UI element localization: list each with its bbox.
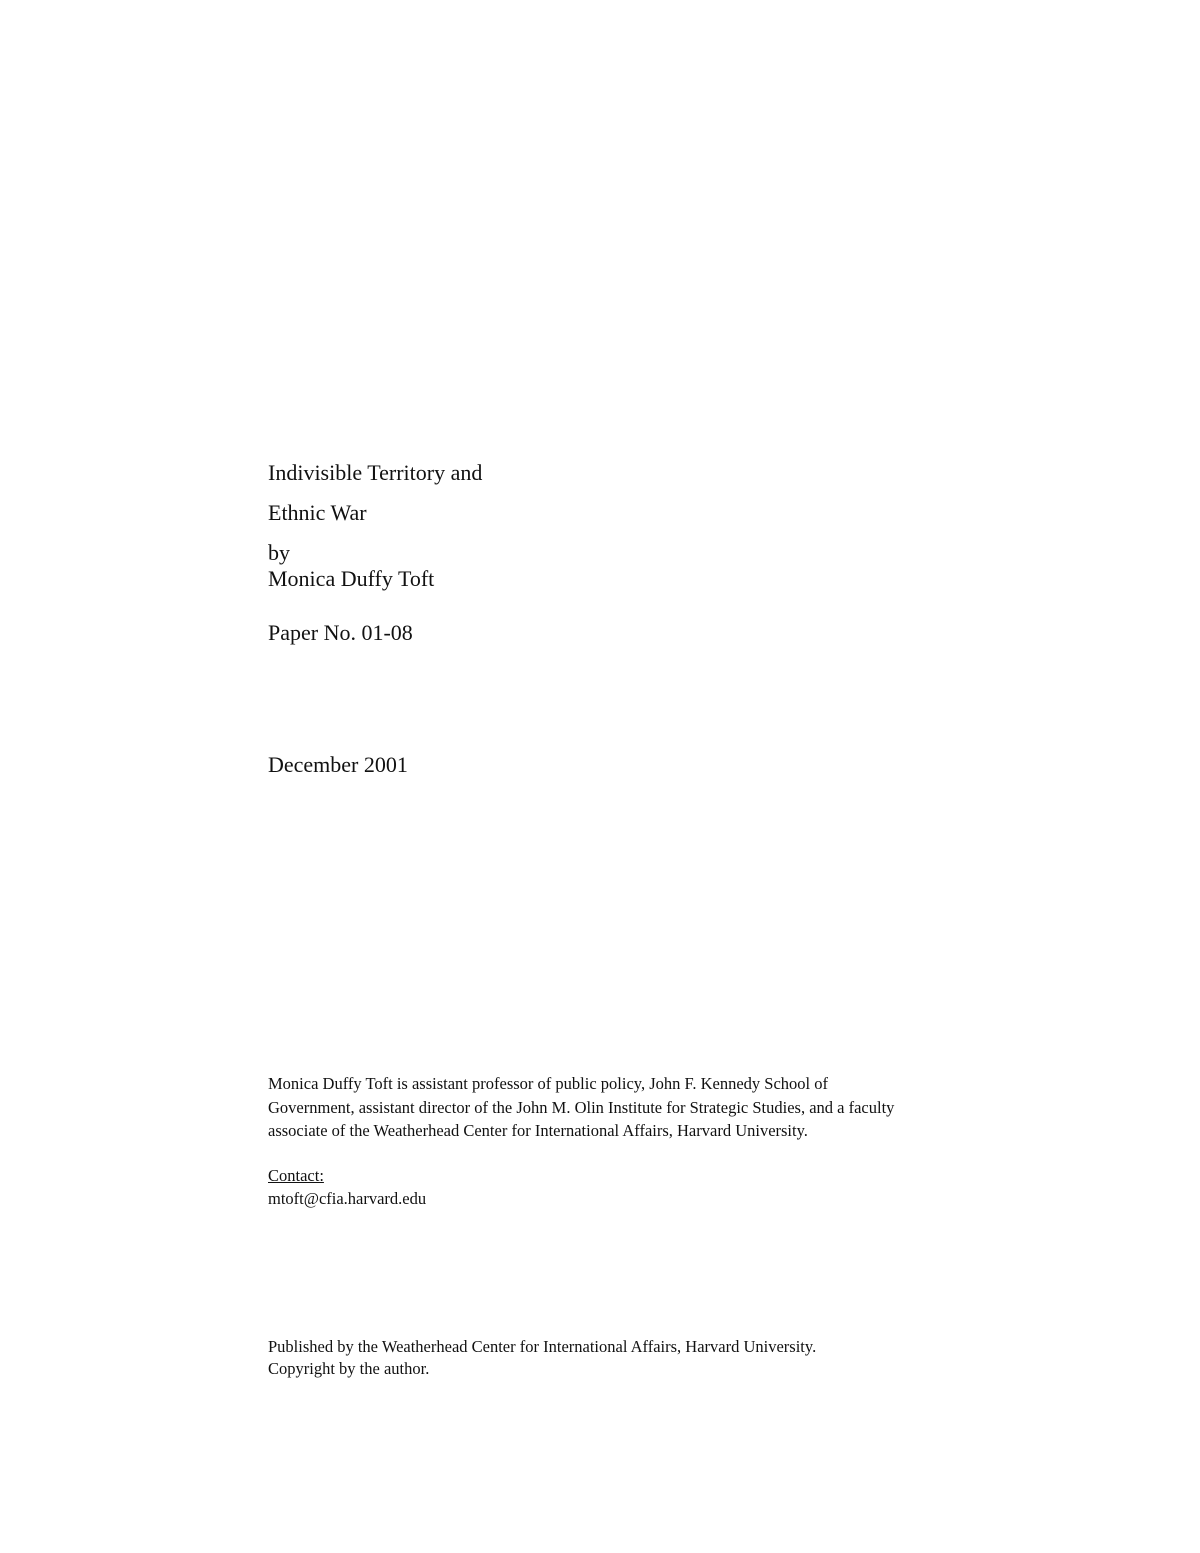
title-line-1: Indivisible Territory and (268, 460, 483, 485)
title-line-2: Ethnic War (268, 500, 367, 525)
publisher-line: Published by the Weatherhead Center for International Affairs, Harvard University. (268, 1337, 817, 1356)
author-bio-line-2: Government, assistant director of the John M. Olin Institute for Strategic Studies, and a faculty (268, 1097, 895, 1117)
copyright-line: Copyright by the author. (268, 1359, 430, 1378)
contact-email: mtoft@cfia.harvard.edu (268, 1189, 427, 1208)
paper-number: Paper No. 01-08 (268, 620, 413, 645)
author-bio (268, 1072, 1068, 1143)
author-bio-line-1: Monica Duffy Toft is assistant professor of public policy, John F. Kennedy School of (268, 1074, 828, 1093)
author-bio-line-3: associate of the Weatherhead Center for International Affairs, Harvard University. (268, 1121, 808, 1140)
publication-date: December 2001 (268, 752, 408, 777)
byline-by: by (268, 540, 290, 565)
contact-label: Contact: (268, 1166, 324, 1185)
author-name: Monica Duffy Toft (268, 566, 435, 591)
